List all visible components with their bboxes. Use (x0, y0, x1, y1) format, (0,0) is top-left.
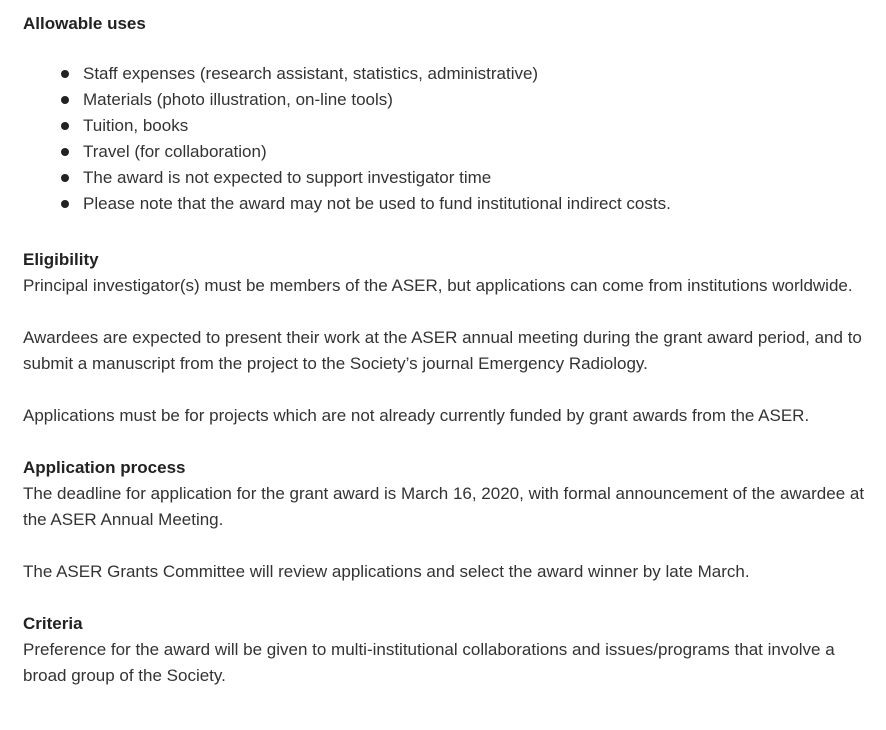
application-process-paragraph-1: The deadline for application for the grant award is March 16, 2020, with formal announcement of the awardee at the ASER Annual Meeting. (23, 484, 865, 529)
list-item (23, 87, 873, 113)
list-item-text: Please note that the award may not be used to fund institutional indirect costs. (83, 194, 671, 213)
list-item-text: The award is not expected to support investigator time (83, 168, 492, 187)
list-item (23, 61, 873, 87)
document-content (23, 11, 873, 689)
eligibility-paragraph-2: Awardees are expected to present their work at the ASER annual meeting during the grant award period, and to submit a manuscript from the project to the Society’s journal Emergency Radiology. (23, 328, 862, 373)
list-item (23, 191, 873, 217)
bullet-icon (61, 96, 69, 104)
list-item (23, 113, 873, 139)
eligibility-heading: Eligibility (23, 250, 99, 269)
list-item (23, 139, 873, 165)
criteria-heading: Criteria (23, 614, 83, 633)
allowable-uses-heading: Allowable uses (23, 14, 146, 33)
bullet-icon (61, 148, 69, 156)
list-item-text: Materials (photo illustration, on-line tools) (83, 90, 393, 109)
allowable-uses-list (23, 61, 873, 217)
criteria-paragraph-1: Preference for the award will be given to multi-institutional collaborations and issues/programs that involve a broad group of the Society. (23, 640, 835, 685)
list-item-text: Staff expenses (research assistant, statistics, administrative) (83, 64, 539, 83)
bullet-icon (61, 122, 69, 130)
list-item-text: Tuition, books (83, 116, 189, 135)
list-item-text: Travel (for collaboration) (83, 142, 267, 161)
bullet-icon (61, 200, 69, 208)
bullet-icon (61, 70, 69, 78)
application-process-heading: Application process (23, 458, 186, 477)
eligibility-paragraph-3: Applications must be for projects which are not already currently funded by grant awards from the ASER. (23, 406, 810, 425)
eligibility-paragraph-1: Principal investigator(s) must be members of the ASER, but applications can come from institutions worldwide. (23, 276, 853, 295)
list-item (23, 165, 873, 191)
application-process-paragraph-2: The ASER Grants Committee will review applications and select the award winner by late March. (23, 562, 750, 581)
bullet-icon (61, 174, 69, 182)
